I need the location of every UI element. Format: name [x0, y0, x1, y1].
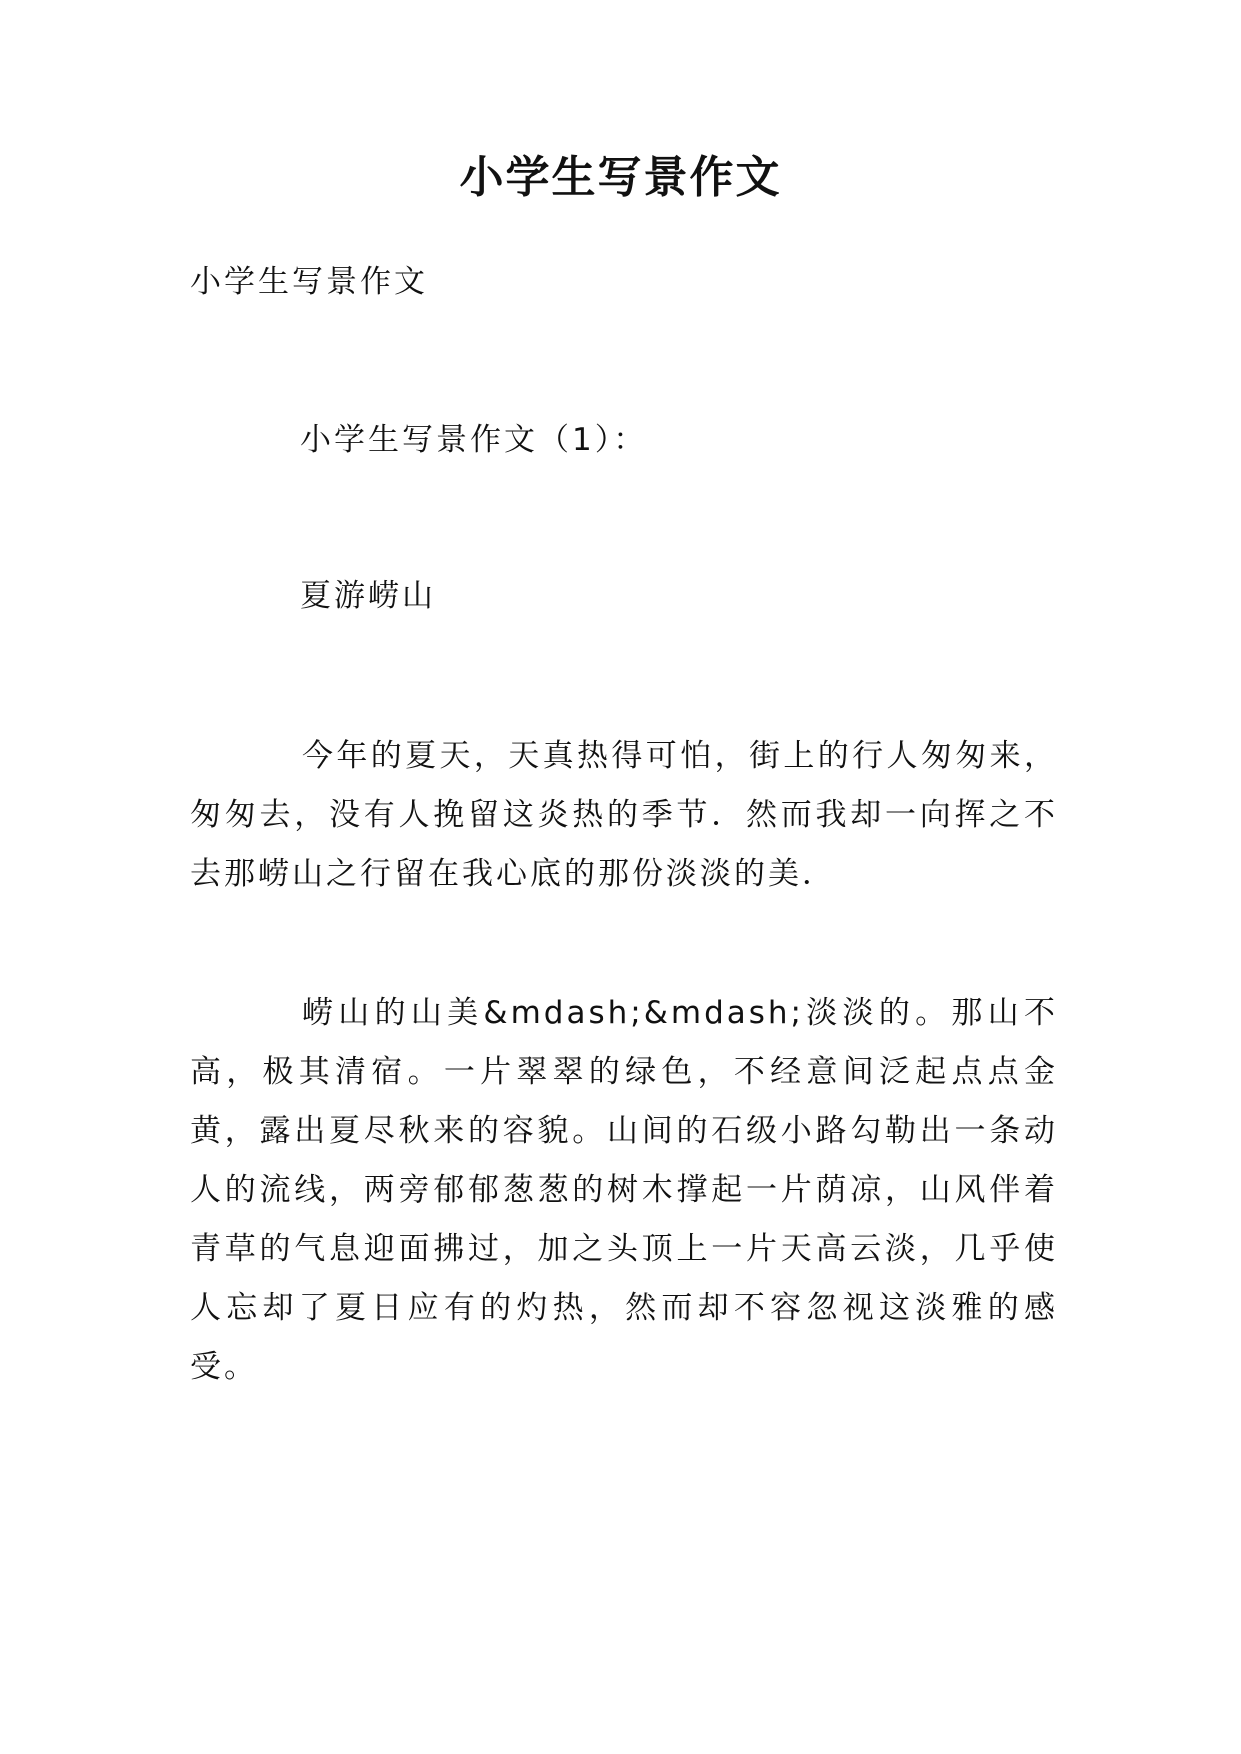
paragraph-2: 崂山的山美&mdash;&mdash;淡淡的。那山不高，极其清宿。一片翠翠的绿色，不经意间泛起点点金黄，露出夏尽秋来的容貌。山间的石级小路勾勒出一条动人的流线，两旁郁郁葱葱的树木撑起一片荫凉，山风伴着青草的气息迎面拂过，加之头顶上一片天高云淡，几乎使人忘却了夏日应有的灼热，然而却不容忽视这淡雅的感受。: [190, 995, 1058, 1385]
document-subtitle: 小学生写景作文: [190, 264, 428, 300]
paragraph-1: 今年的夏天，天真热得可怕，街上的行人匆匆来，匆匆去，没有人挽留这炎热的季节．然而我却一向挥之不去那崂山之行留在我心底的那份淡淡的美．: [190, 738, 1058, 892]
essay-title: 夏游崂山: [300, 578, 436, 614]
document-title: 小学生写景作文: [459, 152, 782, 203]
section-heading: 小学生写景作文（1）：: [300, 422, 648, 458]
